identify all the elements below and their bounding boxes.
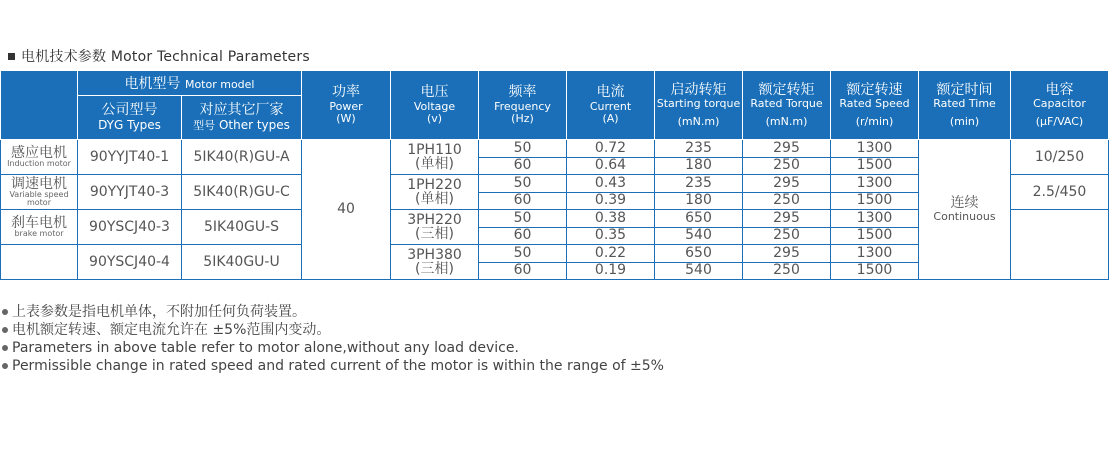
other-model-cell: 5IK40(R)GU-A (182, 140, 302, 175)
header-rated-time-zh: 额定时间 (936, 81, 993, 98)
start-torque-cell: 235 (655, 140, 743, 158)
header-rated-speed (831, 71, 919, 140)
motor-type-zh: 感应电机 (11, 144, 67, 161)
voltage-phase: (三相) (415, 226, 454, 242)
rated-speed-cell: 1300 (831, 210, 919, 228)
start-torque-cell: 540 (655, 227, 743, 245)
motor-type-en: brake motor (14, 229, 64, 239)
header-voltage (391, 71, 479, 140)
rated-speed-cell: 1500 (831, 227, 919, 245)
header-motor-model-en: Motor model (184, 77, 255, 91)
voltage-value: 1PH220 (407, 177, 462, 193)
header-rated-torque-zh: 额定转矩 (758, 81, 815, 98)
header-voltage-unit: (v) (426, 112, 443, 126)
start-torque-cell: 650 (655, 245, 743, 263)
voltage-phase: (三相) (415, 261, 454, 277)
rated-torque-cell: 250 (743, 157, 831, 175)
current-cell: 0.72 (567, 140, 655, 158)
header-rated-time-en: Rated Time (933, 97, 996, 111)
voltage-cell (391, 175, 479, 210)
voltage-phase: (单相) (415, 191, 454, 207)
header-rated-torque-unit: (mN.m) (765, 114, 808, 128)
current-cell: 0.39 (567, 192, 655, 210)
header-capacitor (1011, 71, 1109, 140)
motor-parameters-table (0, 70, 1109, 280)
note-text: Parameters in above table refer to motor alone,without any load device. (12, 340, 519, 356)
current-cell: 0.38 (567, 210, 655, 228)
header-voltage-en: Voltage (413, 99, 456, 113)
other-model-cell: 5IK40GU-U (182, 245, 302, 280)
start-torque-cell: 540 (655, 262, 743, 280)
header-start-torque-en: Starting torque (656, 97, 741, 111)
capacitor-cell: 2.5/450 (1011, 175, 1109, 210)
company-model-cell: 90YYJT40-3 (78, 175, 182, 210)
frequency-cell: 60 (479, 192, 567, 210)
note-text: 上表参数是指电机单体，不附加任何负荷装置。 (12, 304, 306, 320)
header-current-unit: (A) (602, 112, 619, 126)
current-cell: 0.22 (567, 245, 655, 263)
motor-type-en: Variable speed motor (9, 190, 69, 208)
header-rated-speed-zh: 额定转速 (846, 81, 903, 98)
header-blank (1, 71, 78, 140)
current-cell: 0.43 (567, 175, 655, 193)
header-other-model (182, 96, 302, 140)
voltage-cell (391, 140, 479, 175)
voltage-cell (391, 210, 479, 245)
header-frequency (479, 71, 567, 140)
header-other-model-prefix: 型号 (193, 119, 216, 133)
notes-list (0, 303, 664, 375)
capacitor-cell: 10/250 (1011, 140, 1109, 175)
header-capacitor-zh: 电容 (1045, 81, 1074, 98)
header-current-zh: 电流 (596, 84, 625, 101)
frequency-cell: 60 (479, 227, 567, 245)
header-frequency-zh: 频率 (508, 84, 537, 101)
frequency-cell: 50 (479, 245, 567, 263)
header-power-en: Power (329, 99, 363, 113)
bullet-icon (2, 345, 8, 351)
header-other-model-en: Other types (218, 118, 290, 133)
capacitor-cell (1011, 210, 1109, 280)
frequency-cell: 50 (479, 140, 567, 158)
header-rated-speed-en: Rated Speed (839, 97, 910, 111)
section-title (8, 46, 310, 66)
company-model-cell: 90YYJT40-1 (78, 140, 182, 175)
header-power-unit: (W) (336, 112, 356, 126)
rated-torque-cell: 295 (743, 210, 831, 228)
start-torque-cell: 180 (655, 192, 743, 210)
header-company-model-en: DYG Types (98, 118, 161, 133)
frequency-cell: 50 (479, 210, 567, 228)
rated-time-cell (919, 140, 1011, 280)
motor-type-zh: 调速电机 (11, 175, 67, 192)
other-model-cell: 5IK40(R)GU-C (182, 175, 302, 210)
rated-time-zh: 连续 (950, 195, 979, 212)
header-company-model (78, 96, 182, 140)
start-torque-cell: 650 (655, 210, 743, 228)
header-current (567, 71, 655, 140)
note-item (0, 357, 664, 375)
voltage-cell (391, 245, 479, 280)
motor-type-blank (1, 245, 78, 280)
rated-torque-cell: 250 (743, 227, 831, 245)
motor-type-induction (1, 140, 78, 175)
bullet-icon (2, 363, 8, 369)
note-item (0, 321, 664, 339)
header-capacitor-en: Capacitor (1033, 97, 1086, 111)
rated-torque-cell: 250 (743, 192, 831, 210)
voltage-value: 3PH220 (407, 212, 462, 228)
motor-type-zh: 刹车电机 (11, 214, 67, 231)
start-torque-cell: 235 (655, 175, 743, 193)
frequency-cell: 50 (479, 175, 567, 193)
current-cell: 0.19 (567, 262, 655, 280)
header-rated-torque (743, 71, 831, 140)
rated-time-en: Continuous (933, 210, 996, 224)
note-item (0, 303, 664, 321)
rated-speed-cell: 1500 (831, 262, 919, 280)
motor-type-en: Induction motor (7, 159, 71, 169)
rated-torque-cell: 295 (743, 245, 831, 263)
square-bullet-icon (8, 53, 15, 60)
rated-torque-cell: 295 (743, 175, 831, 193)
section-title-text: 电机技术参数 Motor Technical Parameters (21, 49, 310, 65)
current-cell: 0.35 (567, 227, 655, 245)
header-current-en: Current (589, 99, 632, 113)
rated-speed-cell: 1300 (831, 245, 919, 263)
header-company-model-zh: 公司型号 (101, 102, 158, 119)
header-rated-torque-en: Rated Torque (750, 97, 823, 111)
header-motor-model-zh: 电机型号 (124, 75, 181, 92)
rated-speed-cell: 1500 (831, 157, 919, 175)
note-item (0, 339, 664, 357)
header-start-torque-unit: (mN.m) (677, 114, 720, 128)
header-capacitor-unit: (μF/VAC) (1035, 114, 1084, 128)
company-model-cell: 90YSCJ40-3 (78, 210, 182, 245)
company-model-cell: 90YSCJ40-4 (78, 245, 182, 280)
header-start-torque-zh: 启动转矩 (670, 81, 727, 98)
header-rated-time (919, 71, 1011, 140)
header-start-torque (655, 71, 743, 140)
motor-type-variable-speed (1, 175, 78, 210)
header-frequency-en: Frequency (494, 99, 551, 113)
power-cell: 40 (302, 140, 391, 280)
header-voltage-zh: 电压 (420, 84, 449, 101)
voltage-value: 1PH110 (407, 142, 462, 158)
header-rated-time-unit: (min) (949, 114, 980, 128)
motor-type-brake (1, 210, 78, 245)
header-other-model-zh: 对应其它厂家 (199, 102, 284, 119)
current-cell: 0.64 (567, 157, 655, 175)
rated-speed-cell: 1300 (831, 140, 919, 158)
rated-speed-cell: 1500 (831, 192, 919, 210)
rated-speed-cell: 1300 (831, 175, 919, 193)
header-power-zh: 功率 (332, 84, 360, 101)
voltage-phase: (单相) (415, 156, 454, 172)
bullet-icon (2, 309, 8, 315)
header-rated-speed-unit: (r/min) (855, 114, 894, 128)
bullet-icon (2, 327, 8, 333)
other-model-cell: 5IK40GU-S (182, 210, 302, 245)
rated-torque-cell: 295 (743, 140, 831, 158)
frequency-cell: 60 (479, 157, 567, 175)
header-motor-model (78, 71, 302, 96)
note-text: 电机额定转速、额定电流允许在 ±5%范围内变动。 (12, 322, 331, 338)
voltage-value: 3PH380 (407, 247, 462, 263)
start-torque-cell: 180 (655, 157, 743, 175)
header-frequency-unit: (Hz) (511, 112, 534, 126)
rated-torque-cell: 250 (743, 262, 831, 280)
header-power (302, 71, 391, 140)
frequency-cell: 60 (479, 262, 567, 280)
note-text: Permissible change in rated speed and rated current of the motor is within the range of ±5% (12, 358, 664, 374)
